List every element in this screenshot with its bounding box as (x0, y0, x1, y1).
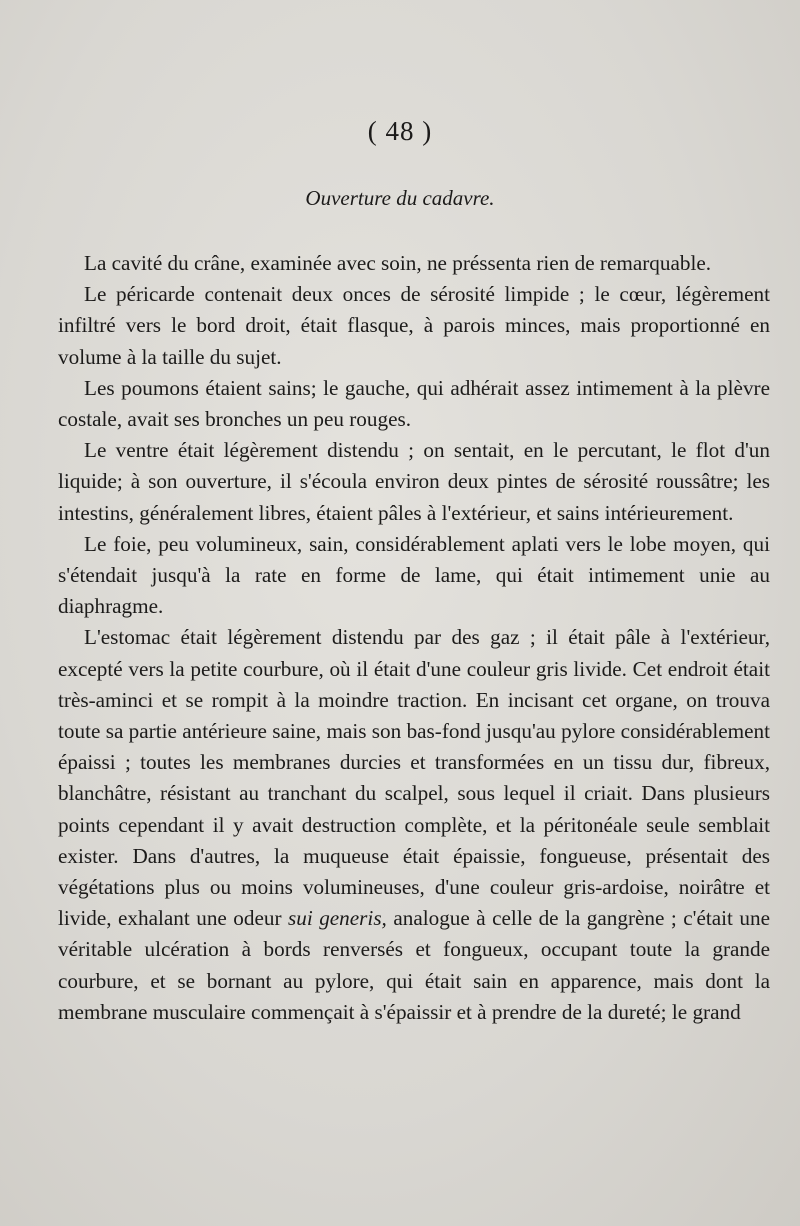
paragraph-2: Le péricarde contenait deux onces de sérosité limpide ; le cœur, légèrement infiltré vers le bord droit, était flasque, à parois minces, mais proportionné en volume à la taille du sujet. (58, 282, 770, 369)
paragraph-6-part-1: L'estomac était légèrement distendu par des gaz ; il était pâle à l'extérieur, excepté vers la petite courbure, où il était d'une couleur gris livide. Cet endroit était très-aminci et se rompit à la moindre traction. En incisant cet organe, on trouva toute sa partie antérieure saine, mais son bas-fond jusqu'au pylore considérablement épaissi ; toutes les membranes durcies et transformées en un tissu dur, fibreux, blanchâtre, résistant au tranchant du scalpel, sous lequel il criait. Dans plusieurs points cependant il y avait destruction complète, et la péritonéale seule semblait exister. Dans d'autres, la muqueuse était épaissie, fongueuse, présentait des végétations plus ou moins volumineuses, d'une couleur gris-ardoise, noirâtre et livide, exhalant une odeur (58, 625, 770, 931)
section-title: Ouverture du cadavre. (305, 186, 495, 210)
paragraph-3: Les poumons étaient sains; le gauche, qui adhérait assez intimement à la plèvre costale, avait ses bronches un peu rouges. (58, 375, 770, 432)
page-number: ( 48 ) (367, 116, 433, 146)
paragraph-6-part-2: analogue à celle de la gangrène ; c'était une véritable ulcération à bords renversés et fongueux, occupant toute la grande courbure, et se bornant au pylore, qui était sain en apparence, mais dont la membrane musculaire commençait à s'épaissir et à prendre de la dureté; le grand (58, 906, 770, 1024)
paragraph-6 (58, 622, 770, 1028)
paragraph-4: Le ventre était légèrement distendu ; on sentait, en le percutant, le flot d'un liquide; à son ouverture, il s'écoula environ deux pintes de sérosité roussâtre; les intestins, généralement libres, étaient pâles à l'extérieur, et sains intérieurement. (58, 438, 770, 525)
paragraph-6-italic: sui generis, (288, 906, 387, 931)
paragraph-5: Le foie, peu volumineux, sain, considérablement aplati vers le lobe moyen, qui s'étendait jusqu'à la rate en forme de lame, qui était intimement unie au diaphragme. (58, 531, 770, 619)
body-text (58, 248, 770, 1028)
paragraph-1: La cavité du crâne, examinée avec soin, ne préssenta rien de remarquable. (84, 251, 712, 275)
